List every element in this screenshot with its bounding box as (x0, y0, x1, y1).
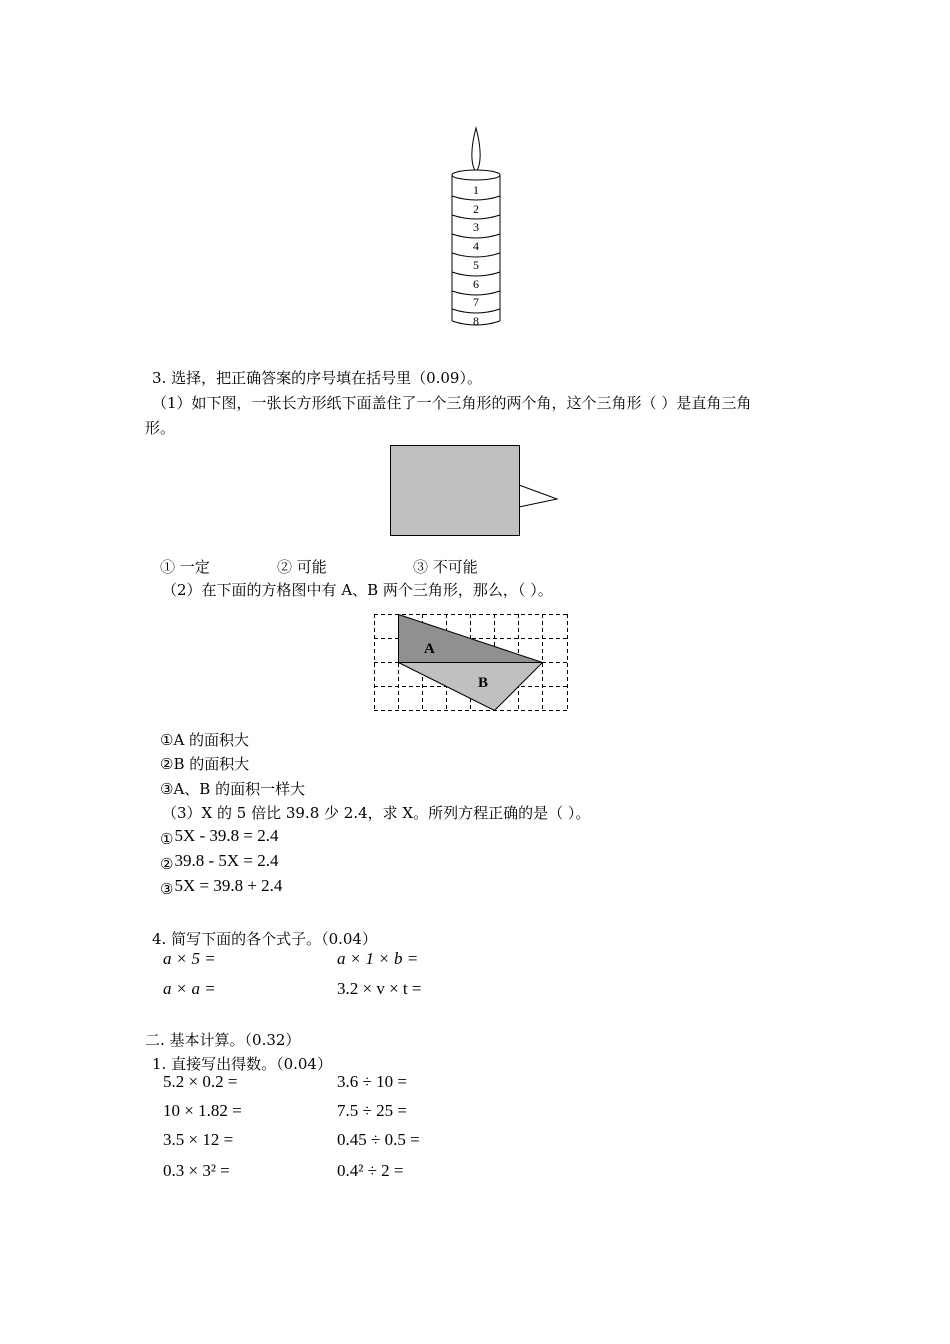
triangle-tip (519, 485, 557, 507)
candle-label: 5 (473, 258, 479, 272)
q3-p2-option-2: ②B 的面积大 (160, 755, 250, 773)
equation: 5X = 39.8 + 2.4 (174, 876, 283, 895)
candle-label: 3 (473, 220, 479, 234)
q3-p3-eq-3 (160, 875, 282, 898)
q3-p1-line1: （1）如下图，一张长方形纸下面盖住了一个三角形的两个角，这个三角形（ ）是直角三角 (152, 394, 752, 412)
q4-item: 3.2 × v × t = (337, 979, 422, 998)
q1-item: 0.3 × 3² = (163, 1161, 230, 1180)
q3-p1-option-3: ③ 不可能 (413, 558, 478, 576)
section-2-title: 二. 基本计算。（0.32） (145, 1031, 301, 1049)
q4-item: a × 5 = (163, 949, 216, 968)
flame-icon (472, 128, 480, 172)
q3-p3-eq-1 (160, 825, 278, 848)
paper-rectangle (391, 446, 520, 536)
candle-label: 2 (473, 202, 479, 216)
candle-label: 7 (473, 295, 479, 309)
q4-item: a × 1 × b = (337, 949, 419, 968)
q3-p3-stem: （3）X 的 5 倍比 39.8 少 2.4，求 X。所列方程正确的是（ ）。 (162, 804, 591, 822)
q1-item: 0.4² ÷ 2 = (337, 1161, 404, 1180)
candle-label: 4 (473, 239, 479, 253)
q1-item: 3.6 ÷ 10 = (337, 1072, 407, 1091)
q3-title: 3. 选择，把正确答案的序号填在括号里（0.09）。 (152, 369, 482, 387)
q1-item: 7.5 ÷ 25 = (337, 1101, 407, 1120)
q4-item: a × a = (163, 979, 216, 998)
candle-label: 1 (473, 183, 479, 197)
q1-title: 1. 直接写出得数。（0.04） (152, 1055, 332, 1073)
q4-title: 4. 简写下面的各个式子。（0.04） (152, 930, 377, 948)
q1-item: 10 × 1.82 = (163, 1101, 242, 1120)
q3-p1-line2: 形。 (145, 419, 176, 437)
q1-item: 3.5 × 12 = (163, 1130, 234, 1149)
candle-label: 8 (473, 314, 479, 328)
q3-p2-option-3: ③A、B 的面积一样大 (160, 780, 306, 798)
covered-triangle-figure (390, 445, 570, 545)
candle-label: 6 (473, 277, 479, 291)
q1-item: 5.2 × 0.2 = (163, 1072, 238, 1091)
equation: 5X - 39.8 = 2.4 (174, 826, 279, 845)
option-marker: ② (160, 857, 174, 873)
q3-p2-option-1: ①A 的面积大 (160, 731, 250, 749)
q3-p2-stem: （2）在下面的方格图中有 A、B 两个三角形，那么，（ ）。 (162, 581, 553, 599)
option-marker: ① (160, 832, 174, 848)
candle-figure (447, 124, 507, 334)
triangle-b (399, 663, 543, 711)
q1-item: 0.45 ÷ 0.5 = (337, 1130, 420, 1149)
q3-p3-eq-2 (160, 850, 278, 873)
grid-triangles-figure (374, 614, 574, 714)
triangle-b-label: B (478, 675, 489, 691)
equation: 39.8 - 5X = 2.4 (174, 851, 279, 870)
triangle-a-label: A (424, 641, 435, 657)
q3-p1-option-2: ② 可能 (277, 558, 327, 576)
q3-p1-option-1: ① 一定 (160, 558, 210, 576)
option-marker: ③ (160, 882, 174, 898)
